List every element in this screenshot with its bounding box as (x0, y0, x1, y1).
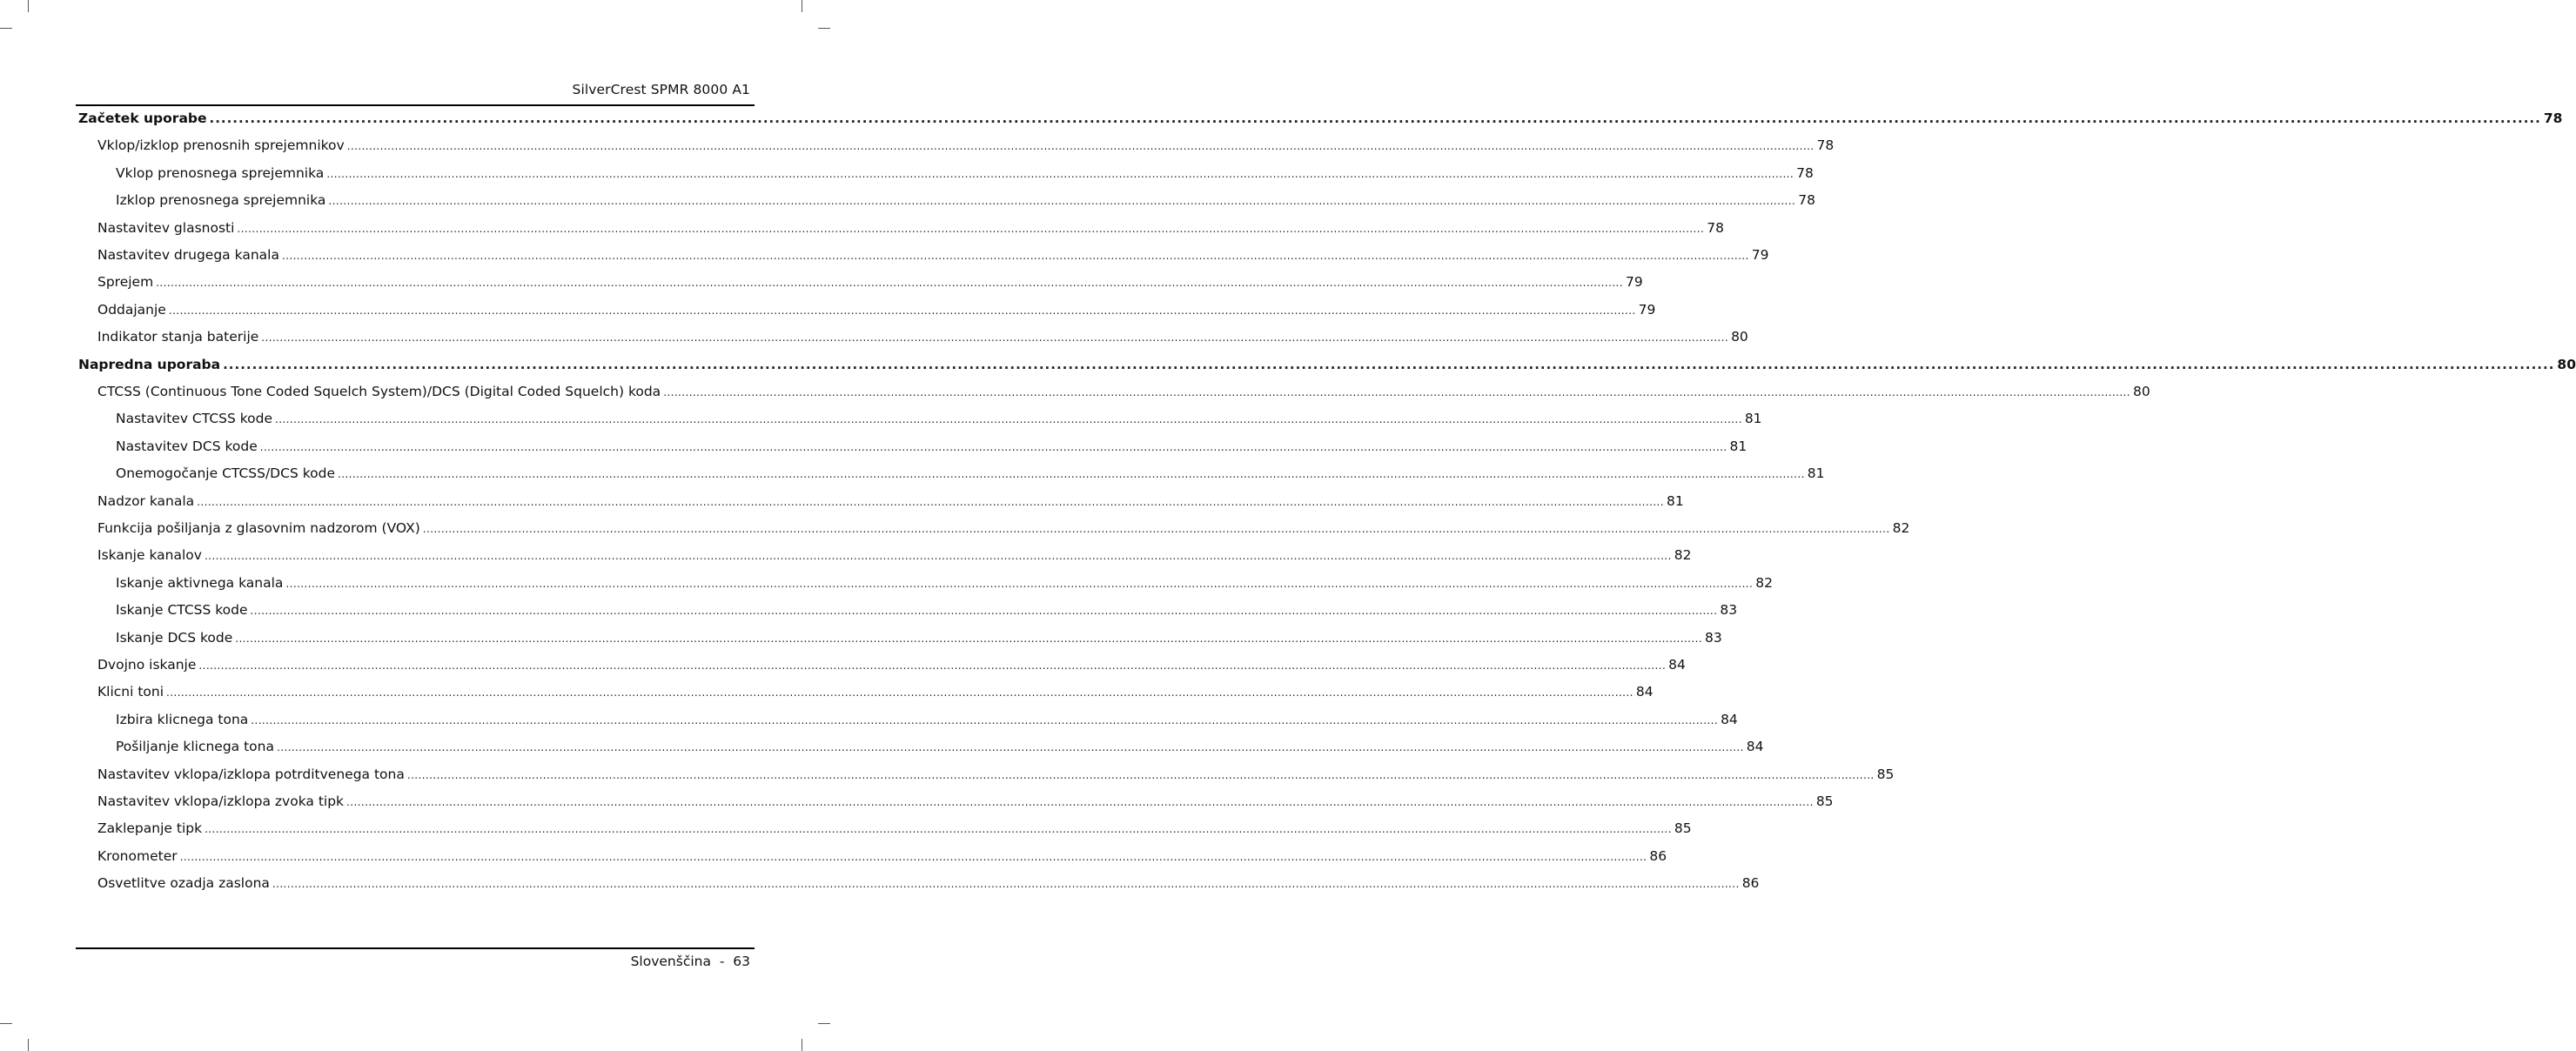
toc-leader-dots: ................................................................................................................................................................................................................................................................................................................................................................................................................ (168, 304, 1636, 317)
toc-leader-dots: ................................................................................................................................................................................................................................................................................................................................................................................................................ (250, 605, 1718, 618)
toc-leader-dots: ................................................................................................................................................................................................................................................................................................................................................................................................................ (156, 277, 1623, 290)
toc-entry-page: 79 (1638, 301, 1656, 318)
toc-entry-page: 84 (1668, 657, 1686, 673)
toc-entry[interactable] (78, 465, 1825, 486)
toc-entry[interactable] (78, 793, 1834, 814)
toc-leader-dots: ................................................................................................................................................................................................................................................................................................................................................................................................................ (205, 823, 1672, 836)
crop-mark (0, 28, 12, 29)
toc-entry[interactable] (78, 820, 1692, 841)
toc-leader-dots: ................................................................................................................................................................................................................................................................................................................................................................................................................ (281, 250, 1749, 262)
toc-entry[interactable] (78, 657, 1686, 678)
toc-entry[interactable] (78, 164, 1814, 186)
toc-entry-page: 83 (1720, 602, 1738, 619)
toc-entry-title: Pošiljanje klicnega tona (116, 739, 274, 755)
toc-entry-title: Sprejem (97, 274, 154, 291)
toc-leader-dots: ................................................................................................................................................................................................................................................................................................................................................................................................................ (251, 713, 1719, 726)
toc-entry[interactable] (78, 110, 2563, 131)
toc-entry[interactable] (78, 329, 1748, 350)
toc-entry-page: 81 (1807, 465, 1825, 482)
toc-entry[interactable] (78, 875, 1760, 896)
toc-entry[interactable] (78, 574, 1773, 596)
toc-entry-title: Napredna uporaba (78, 356, 221, 372)
toc-entry-title: Izklop prenosnega sprejemnika (116, 192, 326, 209)
toc-entry-title: Nastavitev DCS kode (116, 438, 258, 454)
toc-leader-dots: ................................................................................................................................................................................................................................................................................................................................................................................................................ (338, 468, 1805, 481)
toc-entry-title: Kronometer (97, 847, 178, 864)
toc-entry[interactable] (78, 847, 1667, 869)
toc-leader-dots: ................................................................................................................................................................................................................................................................................................................................................................................................................ (261, 331, 1729, 345)
toc-leader-dots: ................................................................................................................................................................................................................................................................................................................................................................................................................ (328, 195, 1796, 208)
toc-entry[interactable] (78, 384, 2150, 405)
toc-entry-title: Vklop prenosnega sprejemnika (116, 164, 325, 181)
toc-leader-dots: ................................................................................................................................................................................................................................................................................................................................................................................................................ (198, 659, 1667, 672)
page-footer: Slovenščina - 63 (630, 954, 750, 969)
toc-entry-title: Vklop/izklop prenosnih sprejemnikov (97, 137, 345, 154)
toc-entry-title: Iskanje DCS kode (116, 629, 233, 646)
toc-entry-page: 84 (1746, 739, 1764, 755)
toc-leader-dots: ................................................................................................................................................................................................................................................................................................................................................................................................................ (209, 110, 2541, 126)
crop-mark (818, 1023, 830, 1024)
toc-leader-dots: ................................................................................................................................................................................................................................................................................................................................................................................................................ (275, 413, 1742, 426)
toc-entry-title: Nastavitev glasnosti (97, 219, 235, 236)
toc-leader-dots: ................................................................................................................................................................................................................................................................................................................................................................................................................ (406, 768, 1875, 781)
toc-entry-page: 80 (2557, 356, 2576, 372)
toc-entry-page: 78 (1816, 137, 1835, 154)
toc-entry-title: Dvojno iskanje (97, 657, 197, 673)
crop-mark (0, 1023, 12, 1024)
toc-entry[interactable] (78, 711, 1738, 733)
toc-leader-dots: ................................................................................................................................................................................................................................................................................................................................................................................................................ (346, 140, 1815, 153)
toc-entry-title: Funkcija pošiljanja z glasovnim nadzorom (VOX) (97, 520, 420, 536)
toc-leader-dots: ................................................................................................................................................................................................................................................................................................................................................................................................................ (285, 577, 1754, 590)
header-rule (76, 104, 755, 106)
toc-entry-title: Nastavitev vklopa/izklopa potrditvenega tona (97, 766, 405, 782)
toc-leader-dots: ................................................................................................................................................................................................................................................................................................................................................................................................................ (235, 632, 1703, 645)
toc-entry-title: Oddajanje (97, 301, 166, 318)
toc-entry-page: 79 (1625, 274, 1643, 291)
toc-entry-title: CTCSS (Continuous Tone Coded Squelch System)/DCS (Digital Coded Squelch) koda (97, 384, 661, 399)
toc-entry-page: 85 (1815, 793, 1834, 809)
toc-entry-title: Osvetlitve ozadja zaslona (97, 875, 270, 892)
toc-leader-dots: ................................................................................................................................................................................................................................................................................................................................................................................................................ (197, 495, 1664, 508)
footer-rule (76, 947, 755, 949)
toc-entry[interactable] (78, 219, 1724, 241)
toc-entry-page: 86 (1741, 875, 1760, 892)
toc-entry-page: 78 (2543, 110, 2563, 126)
toc-entry-title: Iskanje CTCSS kode (116, 602, 248, 619)
toc-entry[interactable] (78, 739, 1764, 760)
toc-entry[interactable] (78, 629, 1722, 651)
toc-entry-title: Klicni toni (97, 684, 164, 700)
toc-entry[interactable] (78, 438, 1748, 459)
toc-entry[interactable] (78, 684, 1654, 705)
toc-entry-page: 80 (1731, 329, 1748, 345)
toc-leader-dots: ................................................................................................................................................................................................................................................................................................................................................................................................................ (663, 386, 2130, 398)
toc-entry-page: 80 (2132, 384, 2150, 399)
toc-entry[interactable] (78, 192, 1815, 213)
toc-entry-title: Nadzor kanala (97, 492, 195, 509)
toc-entry-page: 85 (1674, 820, 1692, 837)
toc-leader-dots: ................................................................................................................................................................................................................................................................................................................................................................................................................ (259, 440, 1727, 453)
toc-entry-page: 81 (1729, 438, 1748, 454)
toc-entry-page: 84 (1721, 711, 1738, 727)
toc-leader-dots: ................................................................................................................................................................................................................................................................................................................................................................................................................ (237, 222, 1705, 235)
toc-leader-dots: ................................................................................................................................................................................................................................................................................................................................................................................................................ (179, 850, 1647, 863)
toc-entry-page: 79 (1751, 247, 1769, 263)
toc-leader-dots: ................................................................................................................................................................................................................................................................................................................................................................................................................ (422, 523, 1890, 535)
toc-entry-title: Začetek uporabe (78, 110, 207, 126)
toc-entry-page: 81 (1744, 411, 1762, 427)
toc-entry[interactable] (78, 602, 1738, 623)
toc-leader-dots: ................................................................................................................................................................................................................................................................................................................................................................................................................ (204, 550, 1672, 563)
toc-entry-page: 85 (1876, 766, 1895, 782)
toc-entry[interactable] (78, 547, 1692, 568)
toc-entry-page: 84 (1635, 684, 1654, 700)
toc-entry-title: Onemogočanje CTCSS/DCS kode (116, 465, 335, 482)
toc-entry-page: 78 (1798, 192, 1815, 209)
toc-entry-page: 86 (1649, 847, 1667, 864)
toc-entry[interactable] (78, 411, 1762, 432)
crop-mark (28, 0, 29, 12)
toc-entry-title: Nastavitev vklopa/izklopa zvoka tipk (97, 793, 345, 809)
toc-entry-title: Zaklepanje tipk (97, 820, 203, 837)
toc-leader-dots: ................................................................................................................................................................................................................................................................................................................................................................................................................ (166, 686, 1633, 700)
toc-leader-dots: ................................................................................................................................................................................................................................................................................................................................................................................................................ (346, 796, 1814, 808)
toc-entry-page: 81 (1666, 492, 1684, 509)
crop-mark (818, 28, 830, 29)
toc-entry-title: Indikator stanja baterije (97, 329, 259, 345)
toc-leader-dots: ................................................................................................................................................................................................................................................................................................................................................................................................................ (326, 167, 1794, 180)
toc-entry[interactable] (78, 247, 1769, 268)
toc-entry-title: Iskanje kanalov (97, 547, 202, 564)
toc-entry[interactable] (78, 137, 1835, 158)
toc-entry-page: 82 (1892, 520, 1910, 536)
toc-entry[interactable] (78, 301, 1656, 323)
toc-entry[interactable] (78, 766, 1895, 787)
toc-entry-page: 78 (1707, 219, 1724, 236)
toc-entry[interactable] (78, 520, 1910, 541)
crop-mark (28, 1039, 29, 1051)
toc-entry-page: 82 (1755, 574, 1773, 591)
toc-entry-title: Izbira klicnega tona (116, 711, 249, 727)
toc-entry-title: Nastavitev CTCSS kode (116, 411, 273, 427)
toc-entry-page: 83 (1705, 629, 1722, 646)
toc-leader-dots: ................................................................................................................................................................................................................................................................................................................................................................................................................ (276, 741, 1744, 754)
toc-entry-title: Nastavitev drugega kanala (97, 247, 279, 263)
toc-leader-dots: ................................................................................................................................................................................................................................................................................................................................................................................................................ (272, 878, 1740, 891)
toc-leader-dots: ................................................................................................................................................................................................................................................................................................................................................................................................................ (223, 356, 2555, 372)
toc-entry[interactable] (78, 274, 1643, 295)
toc-entry[interactable] (78, 492, 1684, 514)
toc-entry-page: 78 (1796, 164, 1814, 181)
page-header-product: SilverCrest SPMR 8000 A1 (572, 82, 750, 97)
toc-entry[interactable] (78, 356, 2576, 378)
toc-entry-page: 82 (1674, 547, 1692, 564)
toc-entry-title: Iskanje aktivnega kanala (116, 574, 284, 591)
